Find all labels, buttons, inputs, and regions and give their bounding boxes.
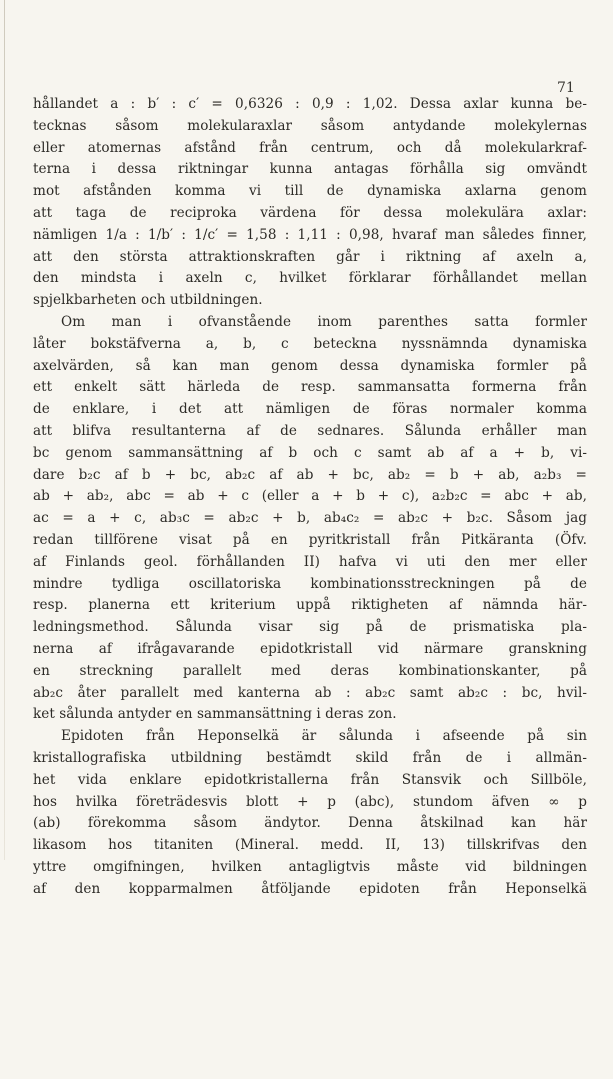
text-line: redan tillförene visat på en pyritkristall från Pitkäranta (Öfv. bbox=[33, 531, 587, 548]
text-line: ledningsmethod. Sålunda visar sig på de prismatiska pla- bbox=[33, 619, 587, 636]
text-line: eller atomernas afstånd från centrum, och då molekularkraf- bbox=[33, 139, 587, 156]
text-line: mindre tydliga oscillatoriska kombinationsstreckningen på de bbox=[33, 575, 587, 592]
text-line: terna i dessa riktningar kunna antagas förhålla sig omvändt bbox=[33, 161, 587, 178]
page-body bbox=[33, 94, 587, 900]
text-line: tecknas såsom molekularaxlar såsom antydande molekylernas bbox=[33, 117, 587, 134]
text-line: ac = a + c, ab₃c = ab₂c + b, ab₄c₂ = ab₂c + b₂c. Såsom jag bbox=[33, 510, 587, 527]
text-line: hos hvilka företrädesvis blott + p (abc), stundom äfven ∞ p bbox=[33, 793, 587, 810]
text-line: en streckning parallelt med deras kombinationskanter, på bbox=[33, 662, 587, 679]
page-edge bbox=[4, 0, 5, 860]
text-line: spjelkbarheten och utbildningen. bbox=[33, 292, 263, 309]
text-line: ab₂c åter parallelt med kanterna ab : ab₂c samt ab₂c : bc, hvil- bbox=[33, 684, 587, 701]
text-line: Om man i ofvanstående inom parenthes satta formler bbox=[61, 313, 587, 330]
text-line: ab + ab₂, abc = ab + c (eller a + b + c), a₂b₂c = abc + ab, bbox=[33, 488, 587, 505]
text-line: de enklare, i det att nämligen de föras normaler komma bbox=[33, 401, 587, 418]
text-line: af den kopparmalmen åtföljande epidoten från Heponselkä bbox=[33, 880, 587, 897]
text-line: låter bokstäfverna a, b, c beteckna nyssnämnda dynamiska bbox=[33, 335, 587, 352]
text-line: ett enkelt sätt härleda de resp. sammansatta formerna från bbox=[33, 379, 587, 396]
text-line: nämligen 1/a : 1/b′ : 1/c′ = 1,58 : 1,11 : 0,98, hvaraf man således finner, bbox=[33, 226, 587, 243]
page-number: 71 bbox=[557, 80, 575, 96]
text-line: (ab) förekomma såsom ändytor. Denna åtskilnad kan här bbox=[33, 815, 587, 832]
text-line: het vida enklare epidotkristallerna från Stansvik och Sillböle, bbox=[33, 771, 587, 788]
text-line: yttre omgifningen, hvilken antagligtvis måste vid bildningen bbox=[33, 858, 587, 875]
text-line: att blifva resultanterna af de sednares. Sålunda erhåller man bbox=[33, 422, 587, 439]
text-line: likasom hos titaniten (Mineral. medd. II, 13) tillskrifvas den bbox=[33, 837, 587, 854]
text-line: axelvärden, så kan man genom dessa dynamiska formler på bbox=[33, 357, 587, 374]
text-line: att taga de reciproka värdena för dessa molekulära axlar: bbox=[33, 204, 587, 221]
text-line: af Finlands geol. förhållanden II) hafva vi uti den mer eller bbox=[33, 553, 587, 570]
text-line: Epidoten från Heponselkä är sålunda i afseende på sin bbox=[61, 728, 587, 745]
text-line: hållandet a : b′ : c′ = 0,6326 : 0,9 : 1,02. Dessa axlar kunna be- bbox=[33, 96, 587, 112]
text-line: bc genom sammansättning af b och c samt ab af a + b, vi- bbox=[33, 444, 587, 461]
text-line: resp. planerna ett kriterium uppå riktigheten af nämnda här- bbox=[33, 597, 587, 614]
text-line: mot afstånden komma vi till de dynamiska axlarna genom bbox=[33, 183, 587, 200]
text-line: ket sålunda antyder en sammansättning i deras zon. bbox=[33, 706, 397, 723]
text-line: att den största attraktionskraften går i riktning af axeln a, bbox=[33, 248, 587, 265]
text-line: dare b₂c af b + bc, ab₂c af ab + bc, ab₂ = b + ab, a₂b₃ = bbox=[33, 466, 587, 483]
text-line: den mindsta i axeln c, hvilket förklarar förhållandet mellan bbox=[33, 270, 587, 287]
text-line: nerna af ifrågavarande epidotkristall vid närmare granskning bbox=[33, 640, 587, 657]
text-line: kristallografiska utbildning bestämdt skild från de i allmän- bbox=[33, 749, 587, 766]
